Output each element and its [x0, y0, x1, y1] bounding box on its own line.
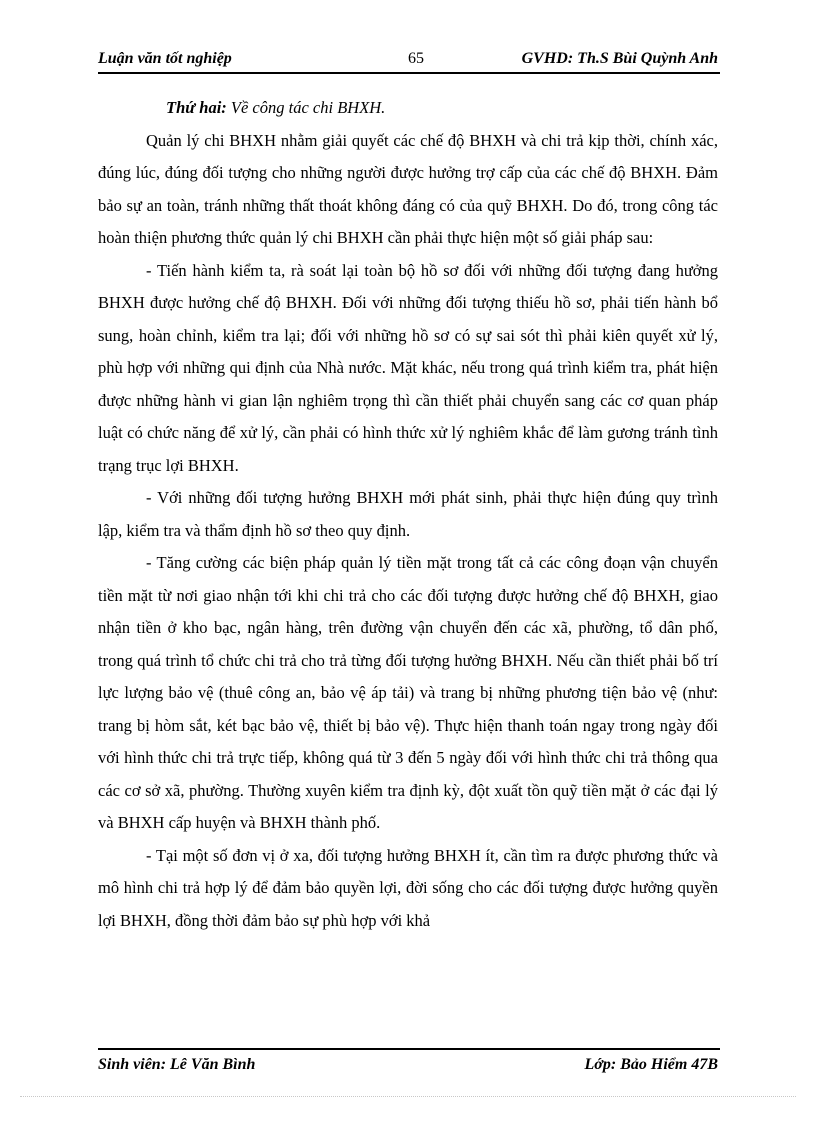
footer-class: Lớp: Bảo Hiểm 47B — [584, 1056, 718, 1073]
page-edge-dotted-line — [20, 1096, 796, 1097]
header-thesis-title: Luận văn tốt nghiệp — [98, 50, 232, 67]
paragraph-5: - Tại một số đơn vị ở xa, đối tượng hưởng BHXH ít, cần tìm ra được phương thức và mô hình chi trả hợp lý để đảm bảo quyền lợi, đời sống cho các đối tượng được hưởng quyền lợi BHXH, đồng thời đảm bảo sự phù hợp với khả — [98, 845, 718, 930]
page-header — [98, 50, 720, 72]
paragraph-3: - Với những đối tượng hưởng BHXH mới phát sinh, phải thực hiện đúng quy trình lập, kiểm tra và thẩm định hồ sơ theo quy định. — [98, 488, 718, 540]
page-number: 65 — [408, 50, 424, 67]
header-supervisor: GVHD: Th.S Bùi Quỳnh Anh — [521, 50, 718, 67]
page-body — [98, 92, 718, 937]
section-subhead — [98, 92, 718, 125]
subhead-label: Thứ hai: — [166, 98, 227, 117]
footer-rule — [98, 1048, 720, 1050]
subhead-text: Về công tác chi BHXH. — [226, 98, 386, 117]
paragraph-1: Quản lý chi BHXH nhằm giải quyết các chế độ BHXH và chi trả kịp thời, chính xác, đúng lúc, đúng đối tượng cho những người được hưởng trợ cấp của các chế độ BHXH. Đảm bảo sự an toàn, tránh những thất thoát không đáng có của quỹ BHXH. Do đó, trong công tác hoàn thiện phương thức quản lý chi BHXH cần phải thực hiện một số giải pháp sau: — [98, 130, 718, 247]
page-footer — [98, 1056, 720, 1078]
footer-student: Sinh viên: Lê Văn Bình — [98, 1056, 256, 1073]
paragraph-4: - Tăng cường các biện pháp quản lý tiền mặt trong tất cả các công đoạn vận chuyển tiền mặt từ nơi giao nhận tới khi chi trả cho các đối tượng được hưởng chế độ BHXH, giao nhận tiền ở kho bạc, ngân hàng, trên đường vận chuyển đến các xã, phường, tổ dân phố, trong quá trình tổ chức chi trả cho trả từng đối tượng hưởng BHXH. Nếu cần thiết phải bố trí lực lượng bảo vệ (thuê công an, bảo vệ áp tải) và trang bị những phương tiện bảo vệ (như: trang bị hòm sắt, két bạc bảo vệ, thiết bị bảo vệ). Thực hiện thanh toán ngay trong ngày đối với hình thức chi trả trực tiếp, không quá từ 3 đến 5 ngày đối với hình thức chi trả thông qua các cơ sở xã, phường. Thường xuyên kiểm tra định kỳ, đột xuất tồn quỹ tiền mặt ở các đại lý và BHXH cấp huyện và BHXH thành phố. — [98, 553, 718, 832]
paragraph-2: - Tiến hành kiểm ta, rà soát lại toàn bộ hồ sơ đối với những đối tượng đang hưởng BHXH được hưởng chế độ BHXH. Đối với những đối tượng thiếu hồ sơ, phải tiến hành bổ sung, hoàn chỉnh, kiểm tra lại; đối với những hồ sơ có sự sai sót thì phải kiên quyết xử lý, phù hợp với những qui định của Nhà nước. Mặt khác, nếu trong quá trình kiểm tra, phát hiện được những hành vi gian lận nghiêm trọng thì cần thiết phải chuyển sang các cơ quan pháp luật có chức năng để xử lý, cần phải có hình thức xử lý nghiêm khắc để làm gương tránh tình trạng trục lợi BHXH. — [98, 260, 718, 475]
header-rule — [98, 72, 720, 74]
